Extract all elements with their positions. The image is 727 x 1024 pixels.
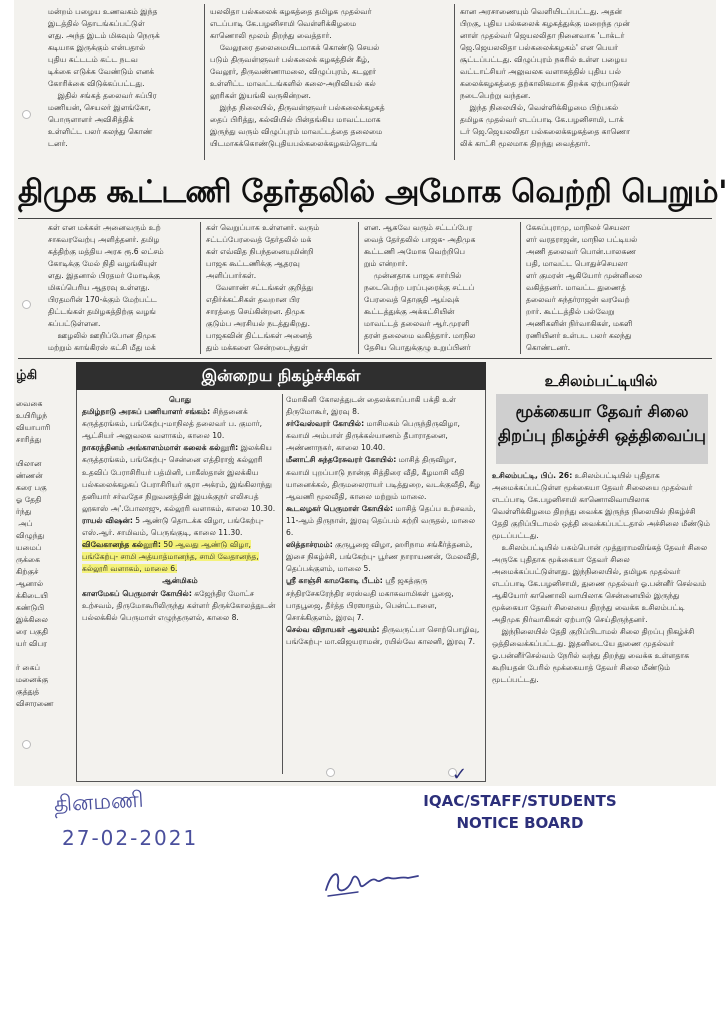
event-details: இலக்கிய கருத்தரங்கம், பங்கேற்பு- சென்னை எத்திராஜ் கல்லூரி உதவிப் பேராசிரியர் பத்மினி, பாகீஸ்தான் இலக்கிய பல்கலைக்கழகப் பேராசிரியர் சூரா அக்ரம், இங்கிலாந்து தனியார் சர்வதேச நிறுவனத்தின் இயக்குநர் எலிசபத் லூகாஸ் அ'.போலாஜு, கல்லூரி வளாகம், காலை 10.30. bbox=[82, 443, 276, 513]
top-column-3: கான அரசாணையும் வெளியிடப்பட்டது. அதன் பிறகு, புதிய பல்கலைக் கழகத்துக்கு மறைந்த முன் னாள் முதல்வர் ஜெயலலிதா நினைவாக 'டாக்டர் ஜெ.ஜெயலலிதா பல்கலைக்கழகம்' என பெயர் சூட்டப்பட்டது. விழுப்புரம் நகரில் உள்ள பழைய வட்டாட்சியர் அலுவலக வளாகத்தில் புதிய பல் கலைக்கழகத்தை தற்காலிகமாக திறக்க ஏற்பாடுகள் நடைபெற்று வந்தன. இந்த நிலையில், வெள்ளிக்கிழமை பிற்பகல் தமிழக முதல்வர் எடப்பாடி கே.பழனிசாமி, டாக் டர் ஜெ.ஜெயலலிதா பல்கலைக்கழகத்தை காணொ லிக் காட்சி மூலமாக திறந்து வைத்தார். bbox=[460, 7, 631, 148]
handwritten-date: 27-02-2021 bbox=[62, 826, 199, 850]
event-details: மோகினி கோலத்துடன் தைலக்காப்பாகி பக்தி உள் திருமோகூர், இரவு 8. bbox=[286, 395, 456, 417]
event-details: கஜேந்திர மோட்ச உற்சவம், திருமோகூரிலிருந்து கள்ளர் திருக்கோலத்துடன் பல்லக்கில் பெருமாள் எழுந்தருளல், காலை 8. bbox=[82, 588, 276, 622]
event-details: மாசிமகம் பெருந்திருவிழா, சுவாமி அம்பாள் திருக்கல்யாணம் தீபாராதனை, அண்ணாநகர், காலை 10.40. bbox=[286, 419, 460, 453]
edge-column: வைகை உயிரிழந் வியாபாரி சாரித்து யிலான ண்ணன் கரை பகு ஓ தேதி ர்ந்து அப் விழுந்து யமைப் ருக்கை கிற்குச் ஆனால் க்கிடையி கண்டுபி இக்கிலை ரை பகுதி யர் விபர ர் கைப் மனைக்கு குத்துத் விசாரணை bbox=[16, 399, 54, 708]
event-venue: நாகரத்தினம் அங்காளம்மாள் கலைக் கல்லூரி: bbox=[82, 443, 239, 453]
column-rule bbox=[454, 4, 455, 160]
events-right-column bbox=[286, 394, 482, 778]
event-item bbox=[286, 418, 482, 454]
edge-heading: ழ்கி bbox=[16, 368, 38, 383]
signature-scribble bbox=[318, 862, 428, 902]
event-venue: ராயல் விஷன்: bbox=[82, 515, 133, 525]
event-item bbox=[286, 575, 482, 623]
mid-column-3: ளன. ஆகவே வரும் சட்டப்பேர வைத் தேர்தலில் பாஜக- அதிமுக கூட்டணி அமோக வெற்றிபெ றும் என்றார். முன்னதாக பாஜக சார்பில் நடைபெற்ற பரப்புரைக்கு சட்டப் பேரவைத் தொகுதி ஆய்வுக் கூட்டத்துக்கு அக்கட்சியின் மாவட்டத் தலைவர் ஆர்.முரளி தரன் தலைமை வகித்தார். மாநில தேசிய பொதுக்குழு உறுப்பினர் bbox=[364, 223, 476, 352]
event-item bbox=[286, 539, 482, 575]
event-highlighted bbox=[82, 539, 278, 575]
side-story-body bbox=[492, 470, 710, 780]
punch-hole bbox=[22, 110, 31, 119]
event-item bbox=[286, 394, 482, 418]
banner-headline: திமுக கூட்டணி தேர்தலில் அமோக வெற்றி பெறும்' bbox=[18, 174, 727, 210]
stamp-line-1: IQAC/STAFF/STUDENTS bbox=[423, 792, 617, 810]
punch-hole bbox=[22, 300, 31, 309]
event-venue: ஸ்ரீ காஞ்சி காமகோடி பீடம்: bbox=[286, 576, 383, 586]
column-rule bbox=[282, 394, 283, 774]
event-venue: காளமேகப் பெருமாள் கோயில்: bbox=[82, 588, 192, 598]
events-right-list bbox=[286, 394, 482, 648]
mid-column-4: கேசுப்புராமு, மாநிலச் செயலா ளர் வரதராஜன், மாநில பட்டியல் அணி தலைவர் பொன்.பாலகண பதி, மாவட்ட பொதுச்செயலா ளர் குமரன் ஆகியோர் முன்னிலை வகித்தனர். மாவட்ட துணைத் தலைவர் சுந்தர்ராஜன் வரவேற் றார். கூட்டத்தில் பல்வேறு அணிகளின் நிர்வாகிகள், மகளி ரணியினர் உள்பட பலர் கலந்து கொண்டனர். bbox=[526, 223, 643, 352]
category-spiritual: ஆன்மிகம் bbox=[162, 576, 198, 586]
category-general: பொது bbox=[168, 395, 192, 404]
newspaper-clipping bbox=[14, 0, 727, 786]
event-item bbox=[82, 406, 278, 442]
event-details: 5 ஆண்டு தொடக்க விழா, பங்கேற்பு- எஸ்.ஆர். சாமிவம், பெருங்குடி, காலை 11.30. bbox=[82, 515, 264, 538]
event-venue: ஸித்தாச்ரமம்: bbox=[286, 540, 333, 550]
column-rule bbox=[204, 4, 205, 160]
mid-column-2: கள் வெறுப்பாக உள்ளனர். வரும் சட்டப்பேரவைத் தேர்தலில் மக் கள் எவ்வித நிபந்தனையுமின்றி பாஜக கூட்டணிக்கு ஆதரவு அளிப்பார்கள். வேளாண் சட்டங்கள் குறித்து எதிர்க்கட்சிகள் தவறான பிர சாரத்தை செய்கின்றன. திமுக குடும்ப அரசியல் நடத்துகிறது. பாஜகவின் திட்டங்கள் அனைத் தும் மக்களை சென்றடைந்துள் bbox=[206, 223, 320, 352]
event-highlight-body: 50 ஆவது ஆண்டு விழா, பங்கேற்பு- சாமி அத்யாத்மானந்த, சாமி வேதானந்த, கல்லூரி வளாகம், மாலை 6. bbox=[82, 540, 259, 574]
top-column-1: மன்றம் பழைய உணவகம் இந்த இடத்தில் தொடங்கப்பட்டுள் ளது. அந்த இடம் மிகவும் நெருக் கடியாக இருக்கும் என்பதால் புதிய கட்டடம் கட்ட நடவ டிக்கை எடுக்க வேண்டும் எனக் கோரிக்கை விடுக்கப்பட்டது. இதில் சங்கத் தலைவர் சுப்பிர மணியன், செயலர் இளங்கோ, பொருளாளர் அவிசித்திக் உள்ளிட்ட பலர் கலந்து கொண் டனர். bbox=[48, 7, 160, 148]
mid-column-1: கள் என மக்கள் அனைவரும் உற் சாகவரவேற்பு அளித்தனர். தமிழ கத்திற்கு மத்திய அரசு ரூ.6 லட்சம் கோடிக்கு மேல் நிதி வழங்கியுள் ளது. இதனால் பிரதமர் மோடிக்கு மிகப்பெரிய ஆதரவு உள்ளது. பிரதமரின் 170-க்கும் மேற்பட்ட திட்டங்கள் தமிழகத்திற்கு வழங் கப்பட்டுள்ளன. ஊழலில் ஊறிப்போன திமுக மற்றும் காங்கிரஸ் கட்சி மீது மக் bbox=[48, 223, 164, 352]
side-story-dateline: உசிலம்பட்டி, பிப். 26: bbox=[492, 471, 573, 480]
side-story-text: உசிலம்பட்டியில் புதிதாக அமைக்கப்பட்டுள்ள மூக்கையா தேவர் சிலையை முதல்வர் எடப்பாடி கே.பழனிசாமி காணொலிவாயிலாக வெள்ளிக்கிழமை திறந்து வைக்க இருந்த நிலையில் நிகழ்ச்சி தேதி குறிப்பிடாமல் ஒத்தி வைக்கப்பட்டதால் அச்சிலை மீண்டும் மூடப்பட்டது. உசிலம்பட்டியில் பசும்பொன் முத்துராமலிங்கத் தேவர் சிலை அருகே புதிதாக மூக்கையா தேவர் சிலை அமைக்கப்பட்டுள்ளது. இந்நிலையில், தமிழக முதல்வர் எடப்பாடி கே.பழனிசாமி, துணை முதல்வர் ஓ.பன்னீர் செல்வம் ஆகியோர் காணொலி வாயிலாக சென்னையில் இருந்து மூக்கையா தேவர் சிலையை திறந்து வைக்க உசிலம்பட்டி அதிமுக நிர்வாகிகள் ஏற்பாடு செய்திருந்தனர். இந்நிலையில் தேதி குறிப்பிடாமல் சிலை திறப்பு நிகழ்ச்சி ஒத்திவைக்கப்பட்டது. இதனிடையே துணை முதல்வர் ஓ.பன்னீர்செல்வம் நேரில் வந்து திறந்து வைக்க உள்ளதாக கூறியதன் பேரில் மூக்கையாத் தேவர் சிலை மீண்டும் மூடப்பட்டது. bbox=[492, 471, 710, 684]
event-highlight-head: விவேகானந்த கல்லூரி: bbox=[82, 540, 161, 550]
event-details: திருவருட்பா சொற்பொழிவு, பங்கேற்பு- மா.விஜயராமன், ரயில்வே காலனி, இரவு 7. bbox=[286, 624, 480, 646]
event-item bbox=[82, 442, 278, 515]
event-item bbox=[82, 588, 278, 624]
event-details: குருபூஜை விழா, ஹரிநாம சங்கீர்த்தனம், இசை நிகழ்ச்சி, பங்கேற்பு- பூர்ண நாராயணன், மேலவீதி, தெப்பக்குளம், மாலை 5. bbox=[286, 540, 480, 574]
events-left-after-list bbox=[82, 588, 278, 624]
column-rule bbox=[358, 222, 359, 354]
stamp-line-2: NOTICE BOARD bbox=[456, 814, 584, 832]
event-details: மாசித் தெப்ப உற்சவம், 11-ஆம் திருநாள், இரவு தெப்பம் சுற்றி வருதல், மாலை 6. bbox=[286, 503, 476, 538]
event-item bbox=[286, 454, 482, 502]
banner-rule bbox=[18, 218, 712, 219]
punch-hole bbox=[22, 740, 31, 749]
event-venue: தமிழ்நாடு அரசுப் பணியாளர் சங்கம்: bbox=[82, 407, 211, 417]
event-item bbox=[286, 503, 482, 539]
events-left-list bbox=[82, 406, 278, 539]
event-venue: கூடலழகர் பெருமாள் கோயில்: bbox=[286, 503, 394, 513]
event-item bbox=[82, 515, 278, 539]
events-box-title: இன்றைய நிகழ்ச்சிகள் bbox=[76, 362, 486, 390]
section-rule bbox=[18, 358, 712, 359]
stamp-tick-mark: ✓ bbox=[452, 764, 468, 785]
handwritten-paper-name: தினமணி bbox=[53, 787, 145, 818]
notice-board-stamp bbox=[410, 790, 630, 834]
event-item bbox=[286, 624, 482, 648]
event-details: சிந்தனைக் கருத்தரங்கம், பங்கேற்பு-மாநிலத் தலைவர் ப. குமார், ஆட்சியர் அலுவலக வளாகம், காலை 10. bbox=[82, 407, 263, 441]
event-details: ஸ்ரீ ஜகத்குரு சந்திரசேகரேந்திர சரஸ்வதி மகாசுவாமிகள் பூஜை, பாதபூஜை, தீர்த்த பிரஸாதம், பென்ட்டாளை, சொக்கிகுளம், இரவு 7. bbox=[286, 576, 454, 622]
punch-hole bbox=[326, 768, 335, 777]
events-left-column bbox=[82, 394, 278, 778]
event-details: மாசித் திருவிழா, சுவாமி புறப்பாடு நான்கு சித்திரை வீதி, கீழமாசி வீதி யானைக்கல், திருமலைராயர் படித்துறை, வடக்குவீதி, கீழ ஆவணி மூலவீதி, காலை மற்றும் மாலை. bbox=[286, 455, 481, 501]
side-story-title: உசிலம்பட்டியில் bbox=[544, 372, 658, 390]
side-story-title-boxed: மூக்கையா தேவர் சிலை திறப்பு நிகழ்ச்சி ஒத்திவைப்பு bbox=[496, 394, 708, 464]
event-venue: சர்வேஸ்வரர் கோயில்: bbox=[286, 419, 365, 429]
column-rule bbox=[200, 222, 201, 354]
event-venue: மீனாட்சி சுந்தரேசுவரர் கோயில்: bbox=[286, 455, 397, 465]
column-rule bbox=[520, 222, 521, 354]
top-column-2: யலலிதா பல்கலைக் கழகத்தை தமிழக முதல்வர் எடப்பாடி கே.பழனிசாமி வெள்ளிக்கிழமை காணொலி மூலம் திறந்து வைத்தார். வேலூரை தலைமையிடமாகக் கொண்டு செயல் படும் திருவள்ளுவர் பல்கலைக் கழகத்தின் கீழ், வேலூர், திருவண்ணாமலை, விழுப்புரம், கடலூர் உள்ளிட்ட மாவட்டங்களில் கலை-அறிவியல் கல் லூரிகள் இயங்கி வருகின்றன. இந்த நிலையில், திருவள்ளுவர் பல்கலைக்கழகத் தைப் பிரித்து, கல்வியில் பின்தங்கிய மாவட்டமாக இருந்து வரும் விழுப்புரம் மாவட்டத்தை தலைமை யிடமாகக்கொண்டுபுதியபல்கலைக்கழகம்தொடங் bbox=[210, 7, 385, 148]
event-venue: செல்வ விநாயகர் ஆலயம்: bbox=[286, 624, 380, 634]
